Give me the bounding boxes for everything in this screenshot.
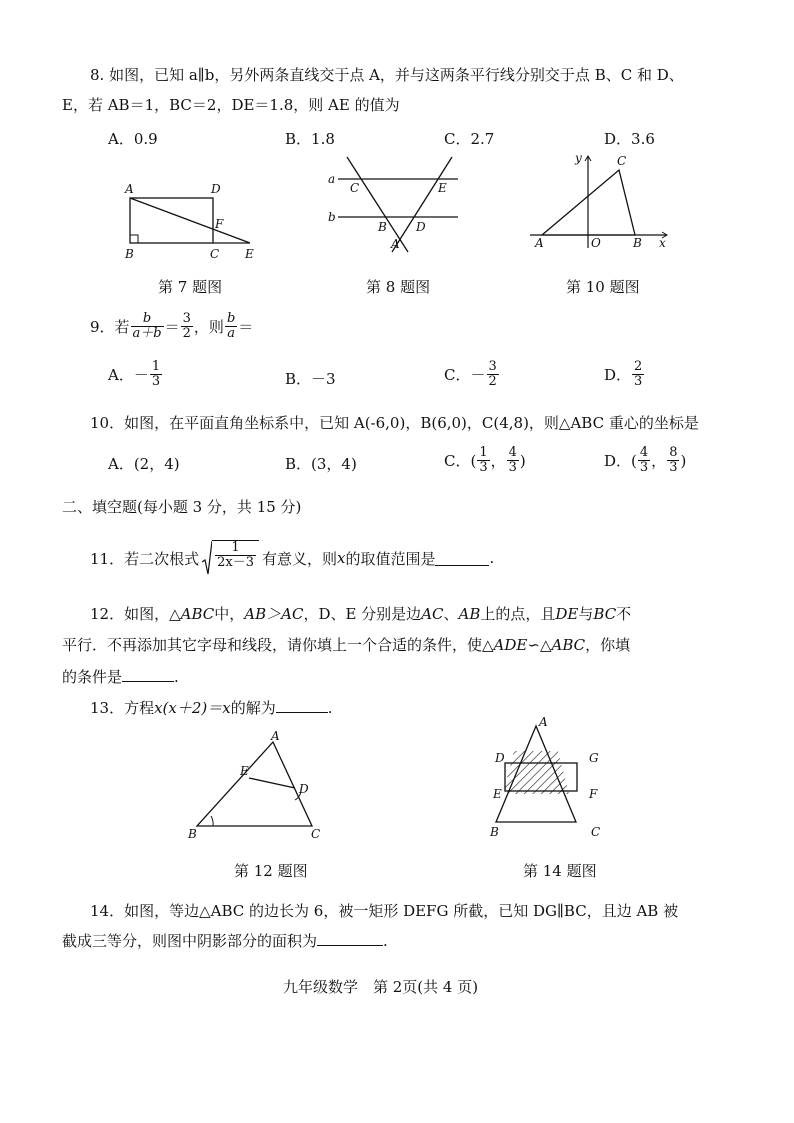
figure-12 bbox=[185, 730, 335, 845]
fig7-label-d: D bbox=[211, 182, 221, 196]
q14-line2: 截成三等分，则图中阴影部分的面积为 . bbox=[62, 932, 388, 950]
fig12-label-b: B bbox=[188, 827, 197, 841]
q8-option-c: C．2.7 bbox=[444, 130, 495, 148]
fig8-label-d: D bbox=[416, 220, 426, 234]
fig14-label-a: A bbox=[539, 715, 548, 729]
fig8-label-b-line: b bbox=[328, 210, 336, 224]
figure-10 bbox=[525, 148, 675, 253]
fig8-caption: 第 8 题图 bbox=[366, 278, 431, 296]
q9-option-b: B．－3 bbox=[285, 370, 336, 388]
q14-line1: 14．如图，等边△ABC 的边长为 6，被一矩形 DEFG 所截，已知 DG∥BC，且边 AB 被 bbox=[90, 902, 679, 920]
q12-line3: 的条件是 . bbox=[62, 668, 179, 686]
fig14-caption: 第 14 题图 bbox=[523, 862, 597, 880]
figure-7 bbox=[115, 180, 265, 265]
page-footer: 九年级数学 第 2页(共 4 页) bbox=[283, 978, 479, 996]
fig14-label-b: B bbox=[490, 825, 499, 839]
fig10-label-y: y bbox=[575, 151, 582, 165]
fig12-label-e: E bbox=[240, 764, 249, 778]
q10-option-c: C．( $\frac{1}{3}$ ， $\frac{4}{3}$ ) bbox=[444, 445, 526, 475]
fig7-caption: 第 7 题图 bbox=[158, 278, 223, 296]
q10-option-a: A．(2，4) bbox=[108, 455, 180, 473]
q8-option-a: A．0.9 bbox=[108, 130, 158, 148]
section-2-heading: 二、填空题(每小题 3 分，共 15 分) bbox=[62, 498, 302, 516]
fig7-label-f: F bbox=[215, 217, 224, 231]
fig10-label-b: B bbox=[633, 236, 642, 250]
q9-option-c: C． － $\frac{3}{2}$ bbox=[444, 359, 497, 389]
figure-14 bbox=[485, 714, 615, 844]
fig12-caption: 第 12 题图 bbox=[234, 862, 308, 880]
q10-option-b: B．(3，4) bbox=[285, 455, 357, 473]
q8-line1: 8. 如图，已知 a∥b，另外两条直线交于点 A，并与这两条平行线分别交于点 B、C 和 D、 bbox=[90, 66, 684, 84]
fig12-label-d: D bbox=[299, 782, 309, 796]
fig10-label-c: C bbox=[617, 154, 627, 168]
fig12-label-c: C bbox=[311, 827, 321, 841]
fig8-label-a-line: a bbox=[328, 172, 336, 186]
fig10-label-o: O bbox=[591, 236, 601, 250]
q8-option-d: D．3.6 bbox=[604, 130, 655, 148]
q9-option-a: A． － $\frac{1}{3}$ bbox=[108, 359, 161, 389]
q12-line1: 12．如图，△ABC中，AB＞AC，D、E 分别是边AC、AB上的点，且DE与BC不 bbox=[90, 605, 632, 623]
fig14-label-c: C bbox=[591, 825, 601, 839]
fig7-label-b: B bbox=[125, 247, 134, 261]
fig7-label-a: A bbox=[125, 182, 134, 196]
fig8-label-e: E bbox=[438, 181, 447, 195]
fig14-label-f: F bbox=[589, 787, 598, 801]
fig8-label-b: B bbox=[378, 220, 387, 234]
fig8-label-apex: A bbox=[391, 237, 400, 251]
fig14-label-g: G bbox=[589, 751, 599, 765]
fig14-label-e: E bbox=[493, 787, 502, 801]
fig8-label-c: C bbox=[350, 181, 360, 195]
fig7-label-c: C bbox=[210, 247, 220, 261]
q8-line2: E，若 AB＝1，BC＝2，DE＝1.8，则 AE 的值为 bbox=[62, 96, 400, 114]
q9-stem: 9．若 $\frac{b}{a+b}$ ＝ $\frac{3}{2}$ ，则 $\frac{b}{a}$ ＝ bbox=[90, 311, 254, 341]
fig12-label-a: A bbox=[271, 730, 280, 743]
q11-stem: 11．若二次根式 $\frac{1}{2x-3}$ 有意义，则 x 的取值范围是 . bbox=[90, 540, 494, 576]
q10-option-d: D．( $\frac{4}{3}$ ， $\frac{8}{3}$ ) bbox=[604, 445, 687, 475]
fig10-label-x: x bbox=[659, 236, 666, 250]
q8-option-b: B．1.8 bbox=[285, 130, 335, 148]
q13-stem: 13．方程x(x＋2)＝x的解为 . bbox=[90, 699, 333, 717]
figure-8 bbox=[320, 152, 470, 257]
q12-line2: 平行．不再添加其它字母和线段，请你填上一个合适的条件，使△ADE∽△ABC，你填 bbox=[62, 636, 631, 654]
q10-stem: 10．如图，在平面直角坐标系中，已知 A(-6,0)，B(6,0)，C(4,8)，则△ABC 重心的坐标是 bbox=[90, 414, 699, 432]
fig14-label-d: D bbox=[495, 751, 505, 765]
q9-option-d: D． $\frac{2}{3}$ bbox=[604, 359, 643, 389]
fig7-label-e: E bbox=[245, 247, 254, 261]
fig10-caption: 第 10 题图 bbox=[566, 278, 640, 296]
fig10-label-a: A bbox=[535, 236, 544, 250]
